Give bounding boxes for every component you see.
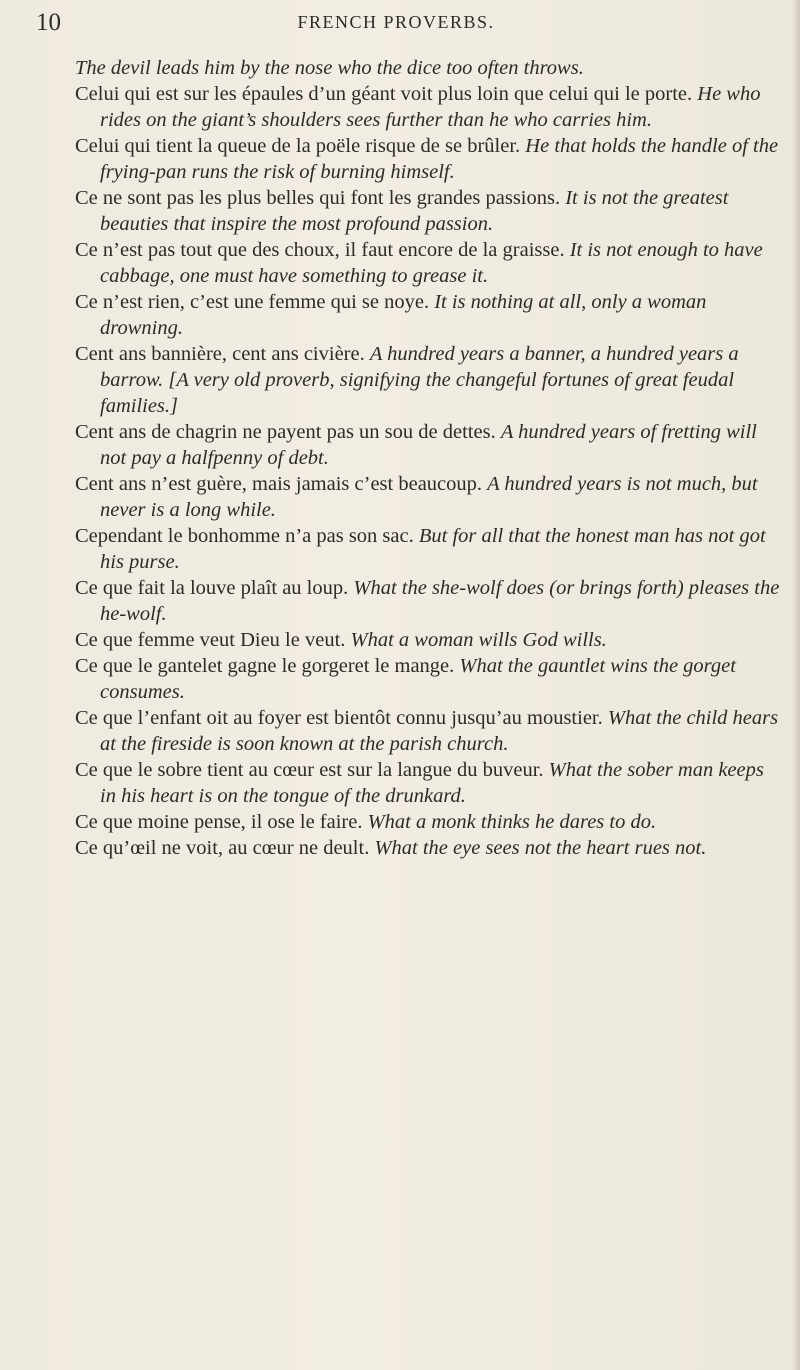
french-proverb: Ce que le gantelet gagne le gorgeret le mange. <box>75 655 455 677</box>
page-header <box>36 8 756 42</box>
english-translation: What the eye sees not the heart rues not. <box>374 837 707 859</box>
proverb-entry <box>75 341 783 419</box>
english-translation: It is nothing at all, only a woman drowning. <box>100 291 707 339</box>
english-translation: What the sober man keeps in his heart is on the tongue of the drunkard. <box>100 759 764 807</box>
english-translation: A hundred years a banner, a hundred years a barrow. [A very old proverb, signifying the changeful fortunes of great feudal families.] <box>100 343 739 417</box>
french-proverb: Ce qu’œil ne voit, au cœur ne deult. <box>75 837 370 859</box>
french-proverb: Ce que l’enfant oit au foyer est bientôt connu jusqu’au moustier. <box>75 707 603 729</box>
proverb-entry <box>75 185 783 237</box>
english-translation: A hundred years of fretting will not pay a halfpenny of debt. <box>100 421 757 469</box>
running-title: FRENCH PROVERBS. <box>297 12 495 32</box>
english-translation: But for all that the honest man has not got his purse. <box>100 525 766 573</box>
english-translation: He that holds the handle of the frying-pan runs the risk of burning himself. <box>100 135 779 183</box>
french-proverb: Ce que moine pense, il ose le faire. <box>75 811 363 833</box>
english-translation: What a woman wills God wills. <box>350 629 607 651</box>
french-proverb: Celui qui est sur les épaules d’un géant voit plus loin que celui qui le porte. <box>75 83 693 105</box>
proverb-entry <box>75 419 783 471</box>
proverb-entry <box>75 809 783 835</box>
proverb-entry <box>75 81 783 133</box>
proverb-entry <box>75 523 783 575</box>
french-proverb: Cent ans de chagrin ne payent pas un sou de dettes. <box>75 421 496 443</box>
english-translation: It is not enough to have cabbage, one must have something to grease it. <box>100 239 763 287</box>
french-proverb: Ce ne sont pas les plus belles qui font les grandes passions. <box>75 187 561 209</box>
french-proverb: Celui qui tient la queue de la poële risque de se brûler. <box>75 135 521 157</box>
page-edge-shadow <box>792 0 800 1370</box>
proverb-entry <box>75 237 783 289</box>
english-translation: What the gauntlet wins the gorget consumes. <box>100 655 736 703</box>
french-proverb: Ce n’est rien, c’est une femme qui se noye. <box>75 291 430 313</box>
french-proverb: Ce que fait la louve plaît au loup. <box>75 577 349 599</box>
proverb-entry <box>75 133 783 185</box>
proverb-entry <box>75 289 783 341</box>
proverb-list <box>75 55 783 861</box>
french-proverb: Ce que le sobre tient au cœur est sur la langue du buveur. <box>75 759 544 781</box>
french-proverb: Cent ans n’est guère, mais jamais c’est beaucoup. <box>75 473 483 495</box>
page-number: 10 <box>36 9 61 36</box>
french-proverb: Ce que femme veut Dieu le veut. <box>75 629 346 651</box>
proverb-entry <box>75 55 783 81</box>
english-translation: What the child hears at the fireside is soon known at the parish church. <box>100 707 779 755</box>
proverb-entry <box>75 471 783 523</box>
french-proverb: Cent ans bannière, cent ans civière. <box>75 343 365 365</box>
english-translation: A hundred years is not much, but never is a long while. <box>100 473 758 521</box>
proverb-entry <box>75 627 783 653</box>
english-translation: The devil leads him by the nose who the dice too often throws. <box>75 57 584 79</box>
proverb-entry <box>75 835 783 861</box>
french-proverb: Ce n’est pas tout que des choux, il faut encore de la graisse. <box>75 239 565 261</box>
english-translation: He who rides on the giant’s shoulders sees further than he who carries him. <box>100 83 761 131</box>
proverb-entry <box>75 705 783 757</box>
proverb-entry <box>75 575 783 627</box>
proverb-entry <box>75 653 783 705</box>
french-proverb: Cependant le bonhomme n’a pas son sac. <box>75 525 414 547</box>
proverb-entry <box>75 757 783 809</box>
english-translation: What a monk thinks he dares to do. <box>367 811 657 833</box>
english-translation: It is not the greatest beauties that inspire the most profound passion. <box>100 187 729 235</box>
english-translation: What the she-wolf does (or brings forth) pleases the he-wolf. <box>100 577 780 625</box>
